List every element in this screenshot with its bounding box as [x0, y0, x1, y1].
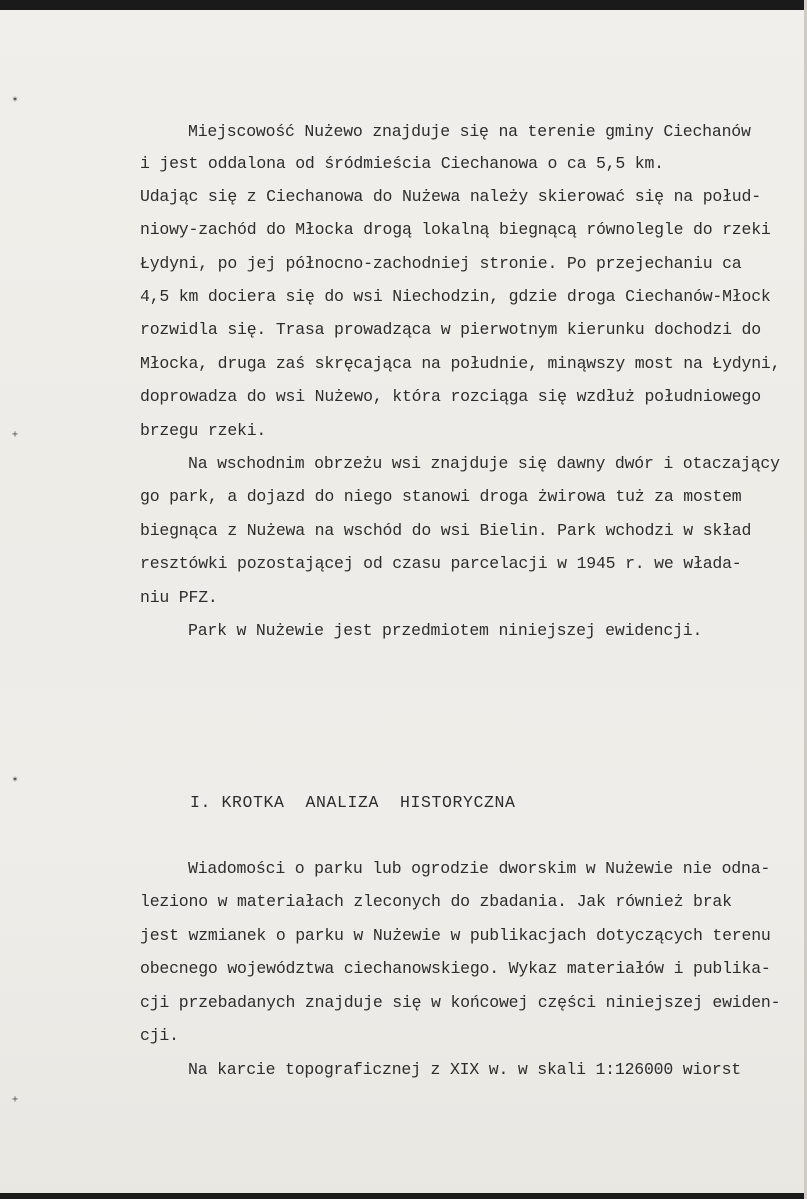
text-line: doprowadza do wsi Nużewo, która rozciąga się wzdłuż południowego: [140, 387, 761, 406]
text-line: cji.: [140, 1026, 179, 1045]
text-line: go park, a dojazd do niego stanowi droga żwirowa tuż za mostem: [140, 487, 742, 506]
text-line: Łydyni, po jej północno-zachodniej stronie. Po przejechaniu ca: [140, 254, 742, 273]
scan-edge-bottom: [0, 1193, 807, 1199]
text-line: Park w Nużewie jest przedmiotem niniejszej ewidencji.: [188, 621, 703, 640]
text-line: brzegu rzeki.: [140, 421, 267, 440]
text-line: niu PFZ.: [140, 588, 218, 607]
text-line: obecnego województwa ciechanowskiego. Wykaz materiałów i publika-: [140, 959, 771, 978]
text-line: i jest oddalona od śródmieścia Ciechanowa o ca 5,5 km.: [140, 154, 664, 173]
text-line: Wiadomości o parku lub ogrodzie dworskim w Nużewie nie odna-: [188, 859, 771, 878]
text-line: rozwidla się. Trasa prowadząca w pierwotnym kierunku dochodzi do: [140, 320, 761, 339]
text-line: Miejscowość Nużewo znajduje się na terenie gminy Ciechanów: [188, 122, 751, 141]
text-line: Młocka, druga zaś skręcająca na południe, minąwszy most na Łydyni,: [140, 354, 781, 373]
text-line: niowy-zachód do Młocka drogą lokalną biegnącą równolegle do rzeki: [140, 220, 771, 239]
margin-mark: +: [12, 1094, 19, 1105]
text-line: biegnąca z Nużewa na wschód do wsi Bielin. Park wchodzi w skład: [140, 521, 752, 540]
margin-mark: ✶: [12, 94, 19, 105]
section-heading: I. KROTKA ANALIZA HISTORYCZNA: [190, 793, 516, 812]
text-line: leziono w materiałach zleconych do zbadania. Jak również brak: [140, 892, 732, 911]
text-line: resztówki pozostającej od czasu parcelacji w 1945 r. we władа-: [140, 554, 742, 573]
margin-mark: ✶: [12, 774, 19, 785]
text-line: Na wschodnim obrzeżu wsi znajduje się dawny dwór i otaczający: [188, 454, 780, 473]
text-line: 4,5 km dociera się do wsi Niechodzin, gdzie droga Ciechanów-Młock: [140, 287, 771, 306]
text-line: Udając się z Ciechanowa do Nużewa należy skierować się na połud-: [140, 187, 761, 206]
text-line: jest wzmianek o parku w Nużewie w publikacjach dotyczących terenu: [140, 926, 771, 945]
text-line: Na karcie topograficznej z XIX w. w skali 1:126000 wiorst: [188, 1060, 741, 1079]
text-line: cji przebadanych znajduje się w końcowej części niniejszej ewiden-: [140, 993, 781, 1012]
margin-mark: +: [12, 429, 19, 440]
